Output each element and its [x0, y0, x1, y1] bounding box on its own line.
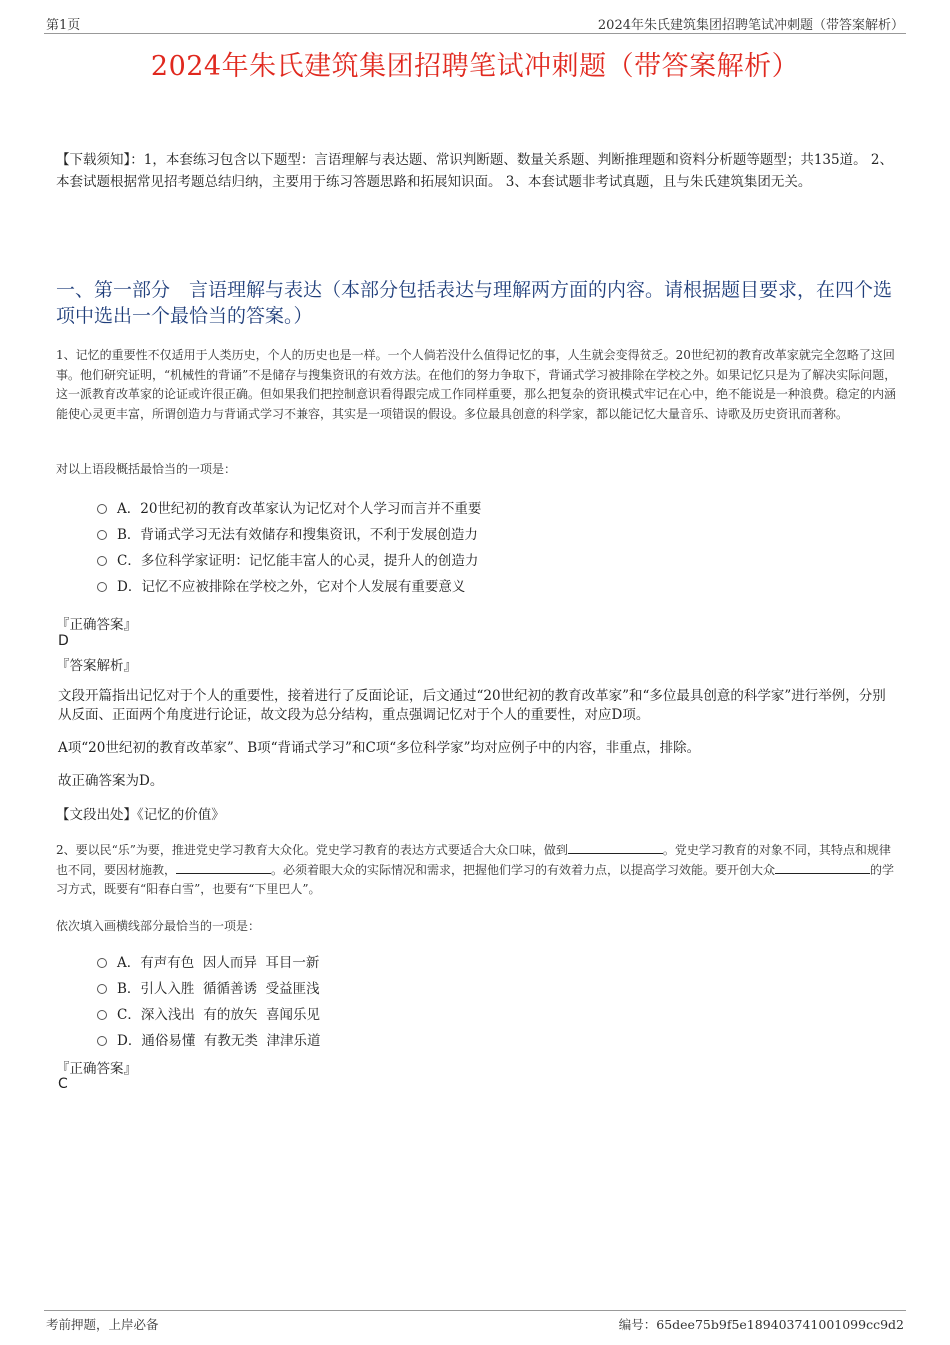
question-1-text: 1、记忆的重要性不仅适用于人类历史，个人的历史也是一样。一个人倘若没什么值得记忆的事，人生就会变得贫乏。20世纪初的教育改革家就完全忽略了这回事。他们研究证明，“机械性的背诵”不是储存与搜集资讯的有效方法。在他们的努力争取下，背诵式学习被排除在学校之外。如果记忆只是为了解决实际问题，这一派教育改革家的论证或许很正确。但如果我们把控制意识看得跟完成工作同样重要，那么把复杂的资讯模式牢记在心中，绝不能说是一种浪费。稳定的内涵能使心灵更丰富，所谓创造力与背诵式学习不兼容，其实是一项错误的假设。多位最具创意的科学家，都以能记忆大量音乐、诗歌及历史资讯而著称。: [56, 348, 897, 421]
footer-divider: [44, 1310, 906, 1311]
page-number: 第1页: [46, 18, 81, 33]
radio-icon[interactable]: [97, 504, 107, 514]
question-1-answer-label: 『正确答案』: [56, 617, 137, 633]
question-1-analysis-label: 『答案解析』: [56, 658, 137, 674]
question-1-prompt: 对以上语段概括最恰当的一项是：: [56, 462, 237, 476]
question-1-analysis-3: 故正确答案为D。: [58, 773, 164, 789]
question-1-option-a[interactable]: A．20世纪初的教育改革家认为记忆对个人学习而言并不重要: [97, 497, 481, 517]
question-2-option-d[interactable]: D．通俗易懂 有教无类 津津乐道: [97, 1029, 321, 1049]
question-2-option-b[interactable]: B．引人入胜 循循善诱 受益匪浅: [97, 977, 320, 997]
footer-doc-id: 编号：65dee75b9f5e189403741001099cc9d2: [618, 1317, 904, 1332]
running-header-title: 2024年朱氏建筑集团招聘笔试冲刺题（带答案解析）: [597, 18, 904, 33]
fill-blank: [775, 861, 870, 874]
radio-icon[interactable]: [97, 1036, 107, 1046]
question-2-option-a[interactable]: A．有声有色 因人而异 耳目一新: [97, 951, 319, 971]
question-1-option-c[interactable]: C．多位科学家证明：记忆能丰富人的心灵，提升人的创造力: [97, 549, 478, 569]
question-1-source: 【文段出处】《记忆的价值》: [56, 807, 225, 823]
question-1-option-d[interactable]: D．记忆不应被排除在学校之外，它对个人发展有重要意义: [97, 575, 465, 595]
radio-icon[interactable]: [97, 556, 107, 566]
radio-icon[interactable]: [97, 582, 107, 592]
header-divider: [44, 33, 906, 34]
question-2-option-c[interactable]: C．深入浅出 有的放矢 喜闻乐见: [97, 1003, 320, 1023]
question-2-prompt: 依次填入画横线部分最恰当的一项是：: [56, 919, 261, 933]
fill-blank: [176, 861, 271, 874]
radio-icon[interactable]: [97, 958, 107, 968]
question-1-analysis-1: 文段开篇指出记忆对于个人的重要性，接着进行了反面论证，后文通过“20世纪初的教育改革家”和“多位最具创意的科学家”进行举例，分别从反面、正面两个角度进行论证，故文段为总分结构，重点强调记忆对于个人的重要性，对应D项。: [58, 688, 886, 723]
question-1-option-b[interactable]: B．背诵式学习无法有效储存和搜集资讯，不利于发展创造力: [97, 523, 478, 543]
radio-icon[interactable]: [97, 530, 107, 540]
download-notice: 【下载须知】：1，本套练习包含以下题型：言语理解与表达题、常识判断题、数量关系题、判断推理题和资料分析题等题型；共135道。 2、本套试题根据常见招考题总结归纳，主要用于练习答题思路和拓展知识面。 3、本套试题非考试真题，且与朱氏建筑集团无关。: [56, 152, 893, 190]
question-2-answer-label: 『正确答案』: [56, 1061, 137, 1077]
page-title: 2024年朱氏建筑集团招聘笔试冲刺题（带答案解析）: [150, 51, 800, 82]
footer-slogan: 考前押题，上岸必备: [46, 1317, 159, 1332]
radio-icon[interactable]: [97, 1010, 107, 1020]
radio-icon[interactable]: [97, 984, 107, 994]
question-1-analysis-2: A项“20世纪初的教育改革家”、B项“背诵式学习”和C项“多位科学家”均对应例子中的内容，非重点，排除。: [58, 740, 701, 756]
question-1-answer: D: [58, 633, 69, 649]
question-2-text: 2、要以民“乐”为要，推进党史学习教育大众化。党史学习教育的表达方式要适合大众口味，做到 。党史学习教育的对象不同，其特点和规律也不同，要因材施教， 。必须着眼大众的实际情况和需求，把握他们学习的有效着力点，以提高学习效能。要开创大众 的学习方式，既要有“阳春白雪”，也要有“下里巴人”。: [56, 843, 895, 896]
question-2-answer: C: [58, 1076, 68, 1092]
section-heading: 一、第一部分 言语理解与表达（本部分包括表达与理解两方面的内容。请根据题目要求，在四个选项中选出一个最恰当的答案。）: [56, 279, 893, 327]
fill-blank: [568, 841, 663, 854]
